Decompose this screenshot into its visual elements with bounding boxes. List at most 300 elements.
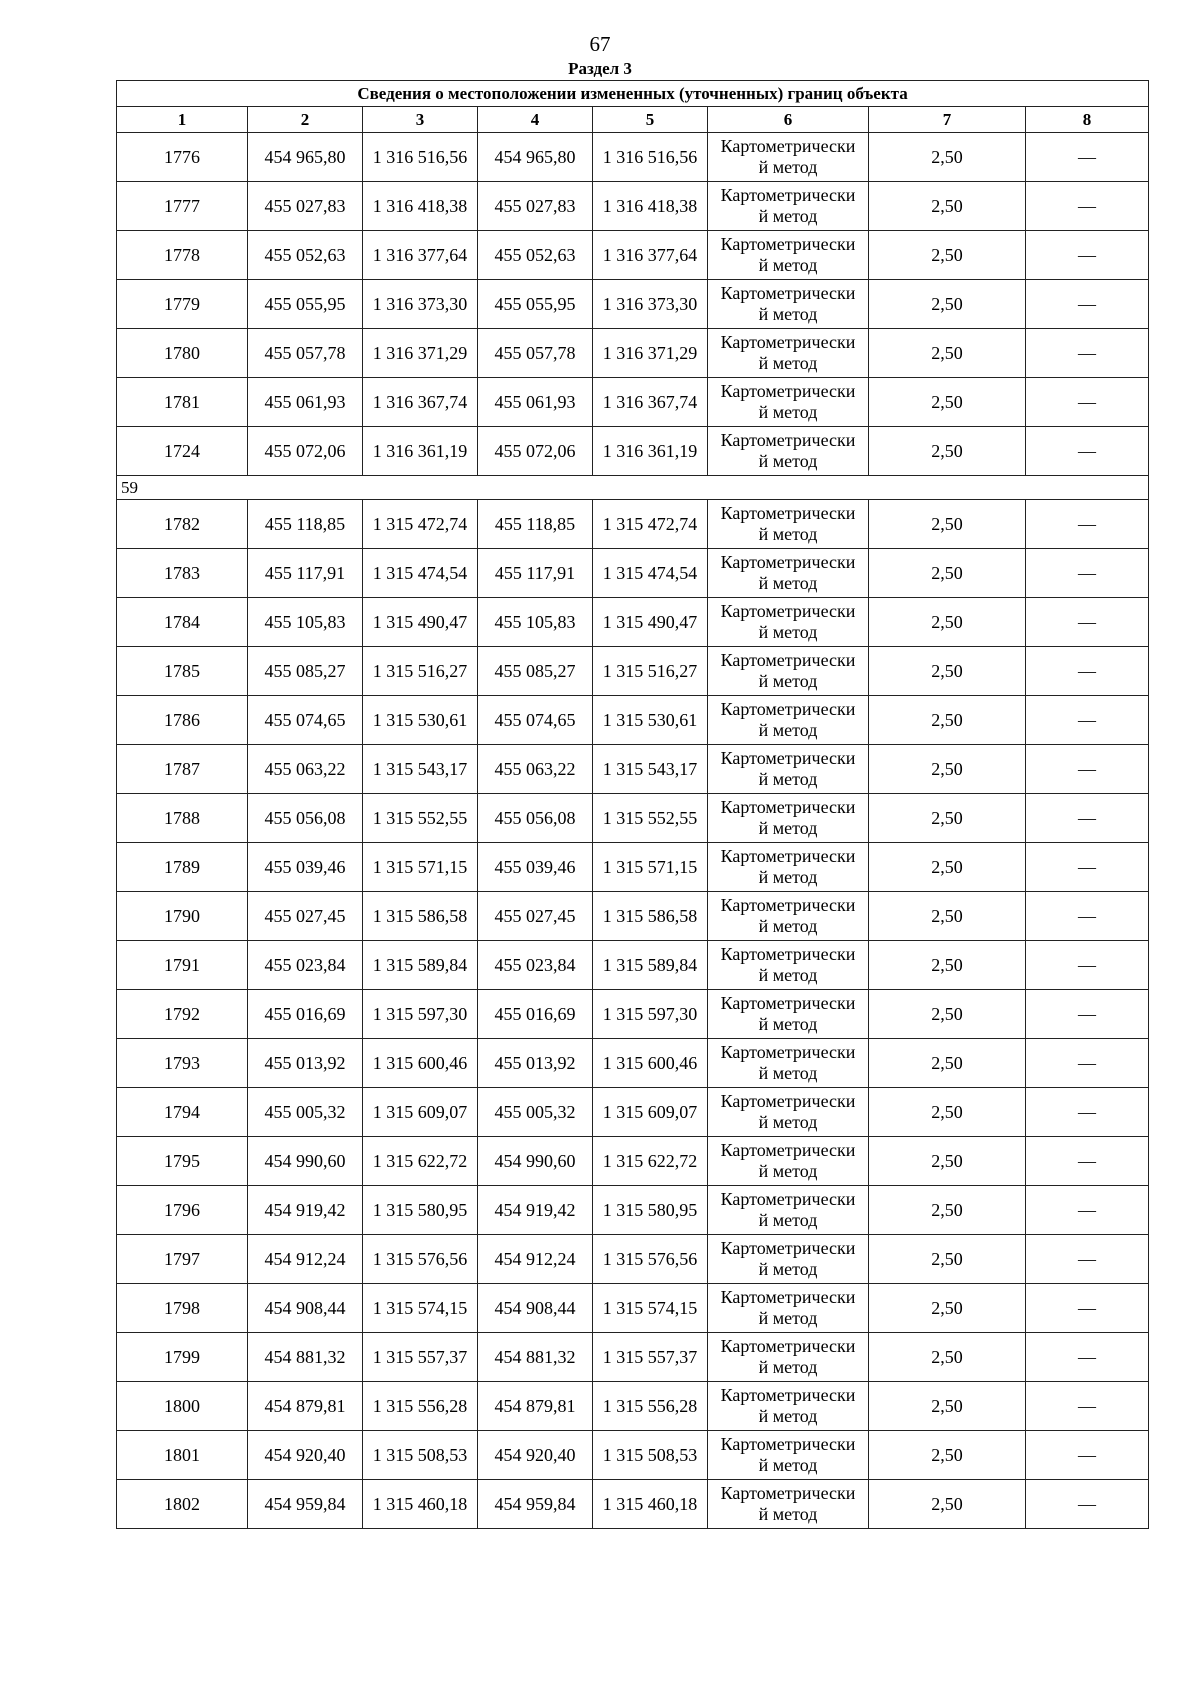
method-text-line2: й метод (758, 304, 818, 324)
table-row (117, 794, 1149, 843)
method-text-line1: Картометрически (720, 895, 856, 915)
x-coordinate-refined: 455 016,69 (478, 990, 593, 1039)
table-row (117, 1480, 1149, 1529)
empty-dash: — (1026, 1431, 1149, 1480)
y-coordinate-refined: 1 315 622,72 (593, 1137, 708, 1186)
method-cell (708, 133, 869, 182)
empty-dash: — (1026, 990, 1149, 1039)
table-row (117, 1088, 1149, 1137)
y-coordinate: 1 315 474,54 (363, 549, 478, 598)
method-text-line2: й метод (758, 720, 818, 740)
table-row (117, 647, 1149, 696)
method-text-line1: Картометрически (720, 1434, 856, 1454)
x-coordinate: 455 052,63 (248, 231, 363, 280)
point-number: 1793 (117, 1039, 248, 1088)
method-text-line1: Картометрически (720, 1140, 856, 1160)
y-coordinate: 1 316 361,19 (363, 427, 478, 476)
point-number: 1784 (117, 598, 248, 647)
x-coordinate: 454 990,60 (248, 1137, 363, 1186)
accuracy-value: 2,50 (869, 133, 1026, 182)
accuracy-value: 2,50 (869, 1088, 1026, 1137)
method-cell (708, 182, 869, 231)
method-text-line1: Картометрически (720, 699, 856, 719)
empty-dash: — (1026, 378, 1149, 427)
y-coordinate-refined: 1 315 490,47 (593, 598, 708, 647)
y-coordinate: 1 315 574,15 (363, 1284, 478, 1333)
method-cell (708, 892, 869, 941)
y-coordinate: 1 315 516,27 (363, 647, 478, 696)
x-coordinate: 454 912,24 (248, 1235, 363, 1284)
x-coordinate-refined: 455 027,45 (478, 892, 593, 941)
y-coordinate-refined: 1 316 377,64 (593, 231, 708, 280)
method-cell (708, 941, 869, 990)
method-text-line2: й метод (758, 573, 818, 593)
method-text-line2: й метод (758, 402, 818, 422)
x-coordinate-refined: 454 879,81 (478, 1382, 593, 1431)
method-cell (708, 1088, 869, 1137)
empty-dash: — (1026, 427, 1149, 476)
table-row (117, 1333, 1149, 1382)
x-coordinate-refined: 455 072,06 (478, 427, 593, 476)
method-text-line1: Картометрически (720, 1385, 856, 1405)
accuracy-value: 2,50 (869, 182, 1026, 231)
x-coordinate: 454 908,44 (248, 1284, 363, 1333)
method-text-line2: й метод (758, 1406, 818, 1426)
y-coordinate-refined: 1 315 580,95 (593, 1186, 708, 1235)
y-coordinate: 1 316 418,38 (363, 182, 478, 231)
method-text-line1: Картометрически (720, 993, 856, 1013)
y-coordinate-refined: 1 315 576,56 (593, 1235, 708, 1284)
accuracy-value: 2,50 (869, 843, 1026, 892)
method-text-line2: й метод (758, 255, 818, 275)
point-number: 1790 (117, 892, 248, 941)
x-coordinate-refined: 454 959,84 (478, 1480, 593, 1529)
x-coordinate: 455 056,08 (248, 794, 363, 843)
table-row (117, 549, 1149, 598)
table-row (117, 182, 1149, 231)
y-coordinate: 1 315 600,46 (363, 1039, 478, 1088)
method-text-line2: й метод (758, 1259, 818, 1279)
y-coordinate: 1 315 508,53 (363, 1431, 478, 1480)
empty-dash: — (1026, 182, 1149, 231)
point-number: 1776 (117, 133, 248, 182)
accuracy-value: 2,50 (869, 1137, 1026, 1186)
accuracy-value: 2,50 (869, 647, 1026, 696)
empty-dash: — (1026, 892, 1149, 941)
method-text-line2: й метод (758, 451, 818, 471)
method-cell (708, 843, 869, 892)
empty-dash: — (1026, 1235, 1149, 1284)
point-number: 1797 (117, 1235, 248, 1284)
column-number: 6 (708, 107, 869, 133)
x-coordinate: 454 879,81 (248, 1382, 363, 1431)
accuracy-value: 2,50 (869, 1039, 1026, 1088)
empty-dash: — (1026, 1039, 1149, 1088)
y-coordinate-refined: 1 316 418,38 (593, 182, 708, 231)
column-number: 4 (478, 107, 593, 133)
x-coordinate-refined: 455 118,85 (478, 500, 593, 549)
x-coordinate-refined: 454 919,42 (478, 1186, 593, 1235)
x-coordinate-refined: 455 039,46 (478, 843, 593, 892)
y-coordinate-refined: 1 315 556,28 (593, 1382, 708, 1431)
method-cell (708, 696, 869, 745)
table-body (117, 81, 1149, 1529)
y-coordinate: 1 315 543,17 (363, 745, 478, 794)
method-text-line1: Картометрически (720, 185, 856, 205)
y-coordinate: 1 316 377,64 (363, 231, 478, 280)
method-text-line1: Картометрически (720, 797, 856, 817)
y-coordinate-refined: 1 315 516,27 (593, 647, 708, 696)
y-coordinate: 1 315 576,56 (363, 1235, 478, 1284)
y-coordinate: 1 315 490,47 (363, 598, 478, 647)
x-coordinate-refined: 455 052,63 (478, 231, 593, 280)
point-number: 1788 (117, 794, 248, 843)
point-number: 1780 (117, 329, 248, 378)
y-coordinate: 1 315 571,15 (363, 843, 478, 892)
y-coordinate: 1 315 580,95 (363, 1186, 478, 1235)
empty-dash: — (1026, 329, 1149, 378)
x-coordinate-refined: 455 057,78 (478, 329, 593, 378)
point-number: 1795 (117, 1137, 248, 1186)
y-coordinate-refined: 1 315 460,18 (593, 1480, 708, 1529)
table-row (117, 133, 1149, 182)
method-text-line1: Картометрически (720, 381, 856, 401)
method-text-line1: Картометрически (720, 1287, 856, 1307)
y-coordinate: 1 315 609,07 (363, 1088, 478, 1137)
x-coordinate: 454 959,84 (248, 1480, 363, 1529)
x-coordinate-refined: 454 912,24 (478, 1235, 593, 1284)
point-number: 1787 (117, 745, 248, 794)
point-number: 1798 (117, 1284, 248, 1333)
x-coordinate: 454 919,42 (248, 1186, 363, 1235)
y-coordinate: 1 315 557,37 (363, 1333, 478, 1382)
x-coordinate-refined: 455 055,95 (478, 280, 593, 329)
method-text-line1: Картометрически (720, 234, 856, 254)
x-coordinate: 455 016,69 (248, 990, 363, 1039)
method-cell (708, 1382, 869, 1431)
y-coordinate: 1 315 586,58 (363, 892, 478, 941)
x-coordinate-refined: 454 881,32 (478, 1333, 593, 1382)
method-text-line2: й метод (758, 965, 818, 985)
y-coordinate: 1 315 622,72 (363, 1137, 478, 1186)
y-coordinate: 1 315 556,28 (363, 1382, 478, 1431)
table-row (117, 1235, 1149, 1284)
method-text-line2: й метод (758, 206, 818, 226)
table-title: Сведения о местоположении измененных (уточненных) границ объекта (117, 81, 1149, 107)
method-cell (708, 280, 869, 329)
point-number: 1796 (117, 1186, 248, 1235)
point-number: 1778 (117, 231, 248, 280)
x-coordinate: 455 057,78 (248, 329, 363, 378)
y-coordinate-refined: 1 315 552,55 (593, 794, 708, 843)
group-label: 59 (117, 476, 1149, 500)
y-coordinate-refined: 1 316 367,74 (593, 378, 708, 427)
accuracy-value: 2,50 (869, 892, 1026, 941)
method-text-line2: й метод (758, 916, 818, 936)
method-cell (708, 378, 869, 427)
point-number: 1782 (117, 500, 248, 549)
accuracy-value: 2,50 (869, 378, 1026, 427)
x-coordinate: 455 027,45 (248, 892, 363, 941)
x-coordinate: 455 072,06 (248, 427, 363, 476)
y-coordinate-refined: 1 315 589,84 (593, 941, 708, 990)
method-text-line1: Картометрически (720, 1042, 856, 1062)
method-text-line2: й метод (758, 353, 818, 373)
method-cell (708, 427, 869, 476)
column-number: 5 (593, 107, 708, 133)
y-coordinate-refined: 1 315 600,46 (593, 1039, 708, 1088)
table-row (117, 745, 1149, 794)
accuracy-value: 2,50 (869, 1186, 1026, 1235)
method-cell (708, 329, 869, 378)
column-number: 1 (117, 107, 248, 133)
point-number: 1791 (117, 941, 248, 990)
table-row (117, 378, 1149, 427)
method-cell (708, 647, 869, 696)
x-coordinate-refined: 455 117,91 (478, 549, 593, 598)
point-number: 1786 (117, 696, 248, 745)
point-number: 1802 (117, 1480, 248, 1529)
point-number: 1779 (117, 280, 248, 329)
x-coordinate: 454 965,80 (248, 133, 363, 182)
x-coordinate: 455 118,85 (248, 500, 363, 549)
method-text-line2: й метод (758, 867, 818, 887)
y-coordinate-refined: 1 315 609,07 (593, 1088, 708, 1137)
point-number: 1783 (117, 549, 248, 598)
x-coordinate-refined: 455 063,22 (478, 745, 593, 794)
method-cell (708, 990, 869, 1039)
accuracy-value: 2,50 (869, 1235, 1026, 1284)
method-cell (708, 1235, 869, 1284)
method-text-line1: Картометрически (720, 748, 856, 768)
point-number: 1799 (117, 1333, 248, 1382)
y-coordinate: 1 315 460,18 (363, 1480, 478, 1529)
table-row (117, 1039, 1149, 1088)
method-text-line1: Картометрически (720, 1238, 856, 1258)
table-row (117, 1137, 1149, 1186)
method-cell (708, 549, 869, 598)
x-coordinate: 455 105,83 (248, 598, 363, 647)
point-number: 1801 (117, 1431, 248, 1480)
accuracy-value: 2,50 (869, 598, 1026, 647)
y-coordinate-refined: 1 316 516,56 (593, 133, 708, 182)
method-text-line1: Картометрически (720, 503, 856, 523)
method-text-line1: Картометрически (720, 1189, 856, 1209)
accuracy-value: 2,50 (869, 500, 1026, 549)
method-text-line2: й метод (758, 769, 818, 789)
y-coordinate-refined: 1 315 597,30 (593, 990, 708, 1039)
method-text-line1: Картометрически (720, 1091, 856, 1111)
method-text-line2: й метод (758, 157, 818, 177)
accuracy-value: 2,50 (869, 941, 1026, 990)
empty-dash: — (1026, 549, 1149, 598)
x-coordinate-refined: 455 005,32 (478, 1088, 593, 1137)
accuracy-value: 2,50 (869, 1480, 1026, 1529)
method-cell (708, 1431, 869, 1480)
x-coordinate: 455 039,46 (248, 843, 363, 892)
method-text-line1: Картометрически (720, 1483, 856, 1503)
method-cell (708, 1480, 869, 1529)
table-row (117, 696, 1149, 745)
x-coordinate: 455 085,27 (248, 647, 363, 696)
table-row (117, 892, 1149, 941)
y-coordinate-refined: 1 315 508,53 (593, 1431, 708, 1480)
method-text-line2: й метод (758, 1357, 818, 1377)
x-coordinate: 455 074,65 (248, 696, 363, 745)
x-coordinate: 454 881,32 (248, 1333, 363, 1382)
table-row (117, 941, 1149, 990)
accuracy-value: 2,50 (869, 696, 1026, 745)
x-coordinate: 455 005,32 (248, 1088, 363, 1137)
x-coordinate: 455 013,92 (248, 1039, 363, 1088)
method-text-line2: й метод (758, 1308, 818, 1328)
x-coordinate-refined: 454 908,44 (478, 1284, 593, 1333)
method-cell (708, 231, 869, 280)
table-row (117, 231, 1149, 280)
empty-dash: — (1026, 696, 1149, 745)
y-coordinate: 1 315 472,74 (363, 500, 478, 549)
empty-dash: — (1026, 1088, 1149, 1137)
y-coordinate-refined: 1 316 373,30 (593, 280, 708, 329)
x-coordinate: 455 023,84 (248, 941, 363, 990)
empty-dash: — (1026, 1333, 1149, 1382)
method-text-line2: й метод (758, 1014, 818, 1034)
method-text-line1: Картометрически (720, 430, 856, 450)
method-text-line2: й метод (758, 1504, 818, 1524)
empty-dash: — (1026, 133, 1149, 182)
method-cell (708, 1333, 869, 1382)
x-coordinate: 455 027,83 (248, 182, 363, 231)
method-text-line1: Картометрически (720, 1336, 856, 1356)
group-row (117, 476, 1149, 500)
accuracy-value: 2,50 (869, 231, 1026, 280)
point-number: 1789 (117, 843, 248, 892)
page-number: 67 (589, 32, 611, 56)
x-coordinate: 455 055,95 (248, 280, 363, 329)
x-coordinate-refined: 455 061,93 (478, 378, 593, 427)
point-number: 1792 (117, 990, 248, 1039)
column-number-row (117, 107, 1149, 133)
accuracy-value: 2,50 (869, 1333, 1026, 1382)
method-text-line2: й метод (758, 818, 818, 838)
column-number: 7 (869, 107, 1026, 133)
accuracy-value: 2,50 (869, 745, 1026, 794)
x-coordinate-refined: 455 056,08 (478, 794, 593, 843)
x-coordinate: 455 117,91 (248, 549, 363, 598)
table-row (117, 427, 1149, 476)
accuracy-value: 2,50 (869, 1382, 1026, 1431)
table-row (117, 843, 1149, 892)
method-text-line1: Картометрически (720, 332, 856, 352)
y-coordinate: 1 316 371,29 (363, 329, 478, 378)
x-coordinate-refined: 455 027,83 (478, 182, 593, 231)
empty-dash: — (1026, 280, 1149, 329)
coordinates-table (116, 80, 1149, 1529)
method-text-line1: Картометрически (720, 846, 856, 866)
method-cell (708, 745, 869, 794)
method-text-line1: Картометрически (720, 944, 856, 964)
method-text-line1: Картометрически (720, 552, 856, 572)
y-coordinate: 1 316 367,74 (363, 378, 478, 427)
point-number: 1794 (117, 1088, 248, 1137)
method-text-line1: Картометрически (720, 136, 856, 156)
y-coordinate: 1 316 516,56 (363, 133, 478, 182)
accuracy-value: 2,50 (869, 1431, 1026, 1480)
table-row (117, 329, 1149, 378)
method-text-line2: й метод (758, 1455, 818, 1475)
method-cell (708, 1137, 869, 1186)
y-coordinate-refined: 1 315 472,74 (593, 500, 708, 549)
method-cell (708, 1284, 869, 1333)
point-number: 1785 (117, 647, 248, 696)
point-number: 1800 (117, 1382, 248, 1431)
method-cell (708, 1186, 869, 1235)
method-cell (708, 1039, 869, 1088)
x-coordinate: 455 061,93 (248, 378, 363, 427)
empty-dash: — (1026, 647, 1149, 696)
empty-dash: — (1026, 843, 1149, 892)
y-coordinate: 1 315 589,84 (363, 941, 478, 990)
y-coordinate-refined: 1 315 574,15 (593, 1284, 708, 1333)
empty-dash: — (1026, 598, 1149, 647)
x-coordinate: 454 920,40 (248, 1431, 363, 1480)
table-row (117, 1431, 1149, 1480)
table-row (117, 1284, 1149, 1333)
table-row (117, 598, 1149, 647)
method-text-line1: Картометрически (720, 283, 856, 303)
x-coordinate-refined: 455 013,92 (478, 1039, 593, 1088)
table-row (117, 1382, 1149, 1431)
empty-dash: — (1026, 745, 1149, 794)
y-coordinate-refined: 1 315 571,15 (593, 843, 708, 892)
method-cell (708, 598, 869, 647)
accuracy-value: 2,50 (869, 280, 1026, 329)
empty-dash: — (1026, 231, 1149, 280)
column-number: 8 (1026, 107, 1149, 133)
accuracy-value: 2,50 (869, 1284, 1026, 1333)
empty-dash: — (1026, 1480, 1149, 1529)
y-coordinate-refined: 1 316 371,29 (593, 329, 708, 378)
accuracy-value: 2,50 (869, 549, 1026, 598)
point-number: 1777 (117, 182, 248, 231)
method-text-line2: й метод (758, 1161, 818, 1181)
y-coordinate-refined: 1 315 474,54 (593, 549, 708, 598)
method-cell (708, 500, 869, 549)
method-text-line2: й метод (758, 524, 818, 544)
y-coordinate-refined: 1 315 557,37 (593, 1333, 708, 1382)
y-coordinate: 1 315 597,30 (363, 990, 478, 1039)
accuracy-value: 2,50 (869, 990, 1026, 1039)
empty-dash: — (1026, 1186, 1149, 1235)
method-text-line2: й метод (758, 1210, 818, 1230)
x-coordinate-refined: 455 023,84 (478, 941, 593, 990)
table-row (117, 280, 1149, 329)
x-coordinate: 455 063,22 (248, 745, 363, 794)
method-text-line1: Картометрически (720, 650, 856, 670)
empty-dash: — (1026, 1284, 1149, 1333)
column-number: 3 (363, 107, 478, 133)
empty-dash: — (1026, 500, 1149, 549)
section-title: Раздел 3 (568, 59, 632, 78)
method-text-line2: й метод (758, 1112, 818, 1132)
x-coordinate-refined: 454 920,40 (478, 1431, 593, 1480)
empty-dash: — (1026, 794, 1149, 843)
accuracy-value: 2,50 (869, 794, 1026, 843)
method-text-line2: й метод (758, 1063, 818, 1083)
method-cell (708, 794, 869, 843)
point-number: 1781 (117, 378, 248, 427)
empty-dash: — (1026, 941, 1149, 990)
